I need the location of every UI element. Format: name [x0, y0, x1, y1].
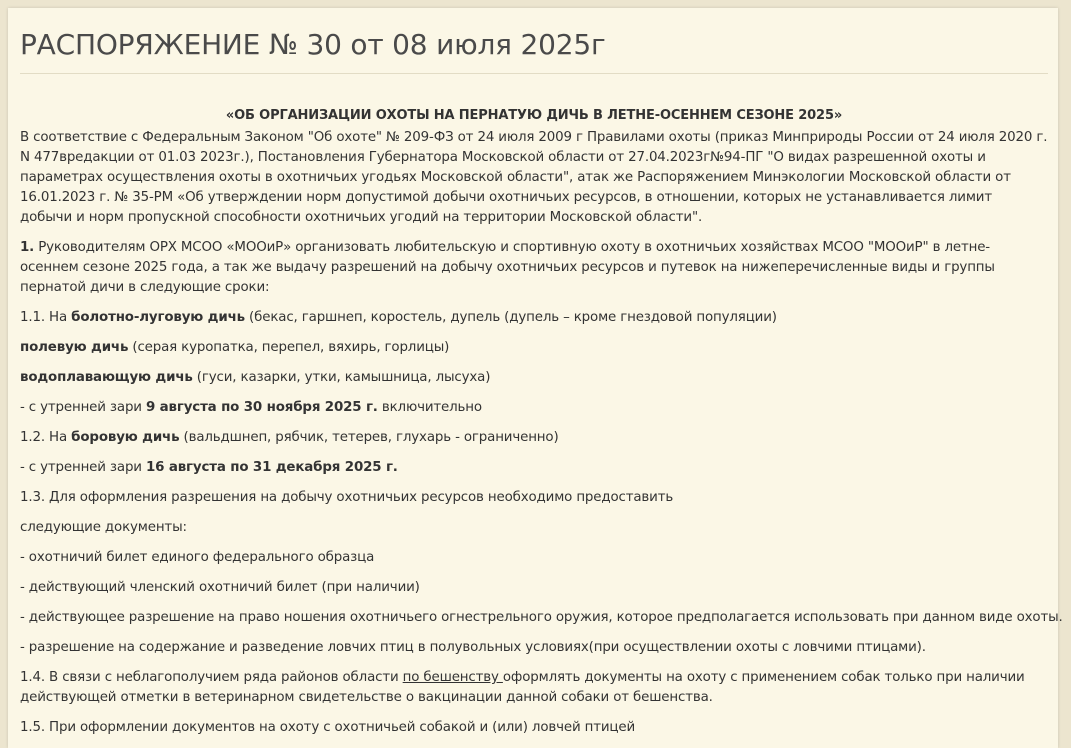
- paragraph-1-number: 1.: [20, 240, 35, 255]
- period-1-line: [20, 398, 1048, 418]
- paragraph-1-1: [20, 308, 1048, 328]
- paragraph-1-2: [20, 428, 1048, 448]
- paragraph-1-text: Руководителям ОРХ МСОО «МООиР» организовать любительскую и спортивную охоту в охотничьих хозяйствах МСОО "МООиР" в летне-осеннем сезоне 2025 года, а так же выдачу разрешений на добычу охотничьих ресурсов и путевок на нижеперечисленные виды и группы пернатой дичи в следующие сроки:: [20, 240, 995, 295]
- paragraph-1-2-rest: (вальдшнеп, рябчик, тетерев, глухарь - ограниченно): [179, 430, 559, 445]
- period-2-line: [20, 458, 1048, 478]
- document-item: - действующий членский охотничий билет (при наличии): [20, 580, 420, 595]
- paragraph-1-2-bold: боровую дичь: [71, 430, 180, 445]
- paragraph-1-5: 1.5. При оформлении документов на охоту с охотничьей собакой и (или) ловчей птицей: [20, 720, 636, 735]
- intro-paragraph: В соответствие с Федеральным Законом "Об охоте" № 209-ФЗ от 24 июля 2009 г Правилами охоты (приказ Минприроды России от 24 июля 2020 г. N 477вредакции от 01.03 2023г.), Постановления Губернатора Московской области от 27.04.2023г№94-ПГ "О видах разрешенной охоты и параметрах осуществления охоты в охотничьих угодьях Московской области", атак же Распоряжением Минэкологии Московской области от 16.01.2023 г. № 35-РМ «Об утверждении норм допустимой добычи охотничьих ресурсов, в отношении, которых не устанавливается лимит добычи и норм пропускной способности охотничьих угодий на территории Московской области".: [20, 130, 1048, 225]
- field-game-line: [20, 338, 1048, 358]
- rabies-underlined-text: по бешенству: [402, 670, 503, 685]
- period-1-bold: 9 августа по 30 ноября 2025 г.: [145, 400, 378, 415]
- paragraph-1-1-rest: (бекас, гаршнеп, коростель, дупель (дупель – кроме гнездовой популяции): [244, 310, 777, 325]
- field-game-bold: полевую дичь: [20, 340, 129, 355]
- document-item: - охотничий билет единого федерального образца: [20, 550, 375, 565]
- document-item: - действующее разрешение на право ношения охотничьего огнестрельного оружия, которое предполагается использовать при данном виде охоты.: [20, 610, 1063, 625]
- document-content: [20, 8, 1063, 738]
- documents-intro: следующие документы:: [20, 520, 187, 535]
- paragraph-1-1-bold: болотно-луговую дичь: [71, 310, 245, 325]
- period-2-bold: 16 августа по 31 декабря 2025 г.: [145, 460, 398, 475]
- page-title: РАСПОРЯЖЕНИЕ № 30 от 08 июля 2025г: [20, 8, 1048, 74]
- paragraph-1-4-prefix: 1.4. В связи с неблагополучием ряда районов области: [20, 670, 403, 685]
- document-item: - разрешение на содержание и разведение ловчих птиц в полувольных условиях(при осуществлении охоты с ловчими птицами).: [20, 640, 926, 655]
- paragraph-1-3: 1.3. Для оформления разрешения на добычу охотничьих ресурсов необходимо предоставить: [20, 490, 674, 505]
- field-game-rest: (серая куропатка, перепел, вяхирь, горлицы): [128, 340, 450, 355]
- waterfowl-rest: (гуси, казарки, утки, камышница, лысуха): [192, 370, 491, 385]
- document-subtitle: «ОБ ОРГАНИЗАЦИИ ОХОТЫ НА ПЕРНАТУЮ ДИЧЬ В ЛЕТНЕ-ОСЕННЕМ СЕЗОНЕ 2025»: [225, 108, 843, 123]
- document-page: [8, 8, 1063, 748]
- period-1-rest: включительно: [377, 400, 482, 415]
- paragraph-1: [20, 238, 1048, 298]
- waterfowl-line: [20, 368, 1048, 388]
- period-2-prefix: - с утренней зари: [20, 460, 146, 475]
- period-1-prefix: - с утренней зари: [20, 400, 146, 415]
- paragraph-1-4-rest: оформлять документы на охоту с применением собак только при наличии действующей отметки в ветеринарном свидетельстве о вакцинации данной собаки от бешенства.: [20, 670, 1025, 705]
- paragraph-1-2-prefix: 1.2. На: [20, 430, 72, 445]
- waterfowl-bold: водоплавающую дичь: [20, 370, 193, 385]
- paragraph-1-4: [20, 668, 1048, 708]
- paragraph-1-1-prefix: 1.1. На: [20, 310, 72, 325]
- document-body: [20, 106, 1063, 738]
